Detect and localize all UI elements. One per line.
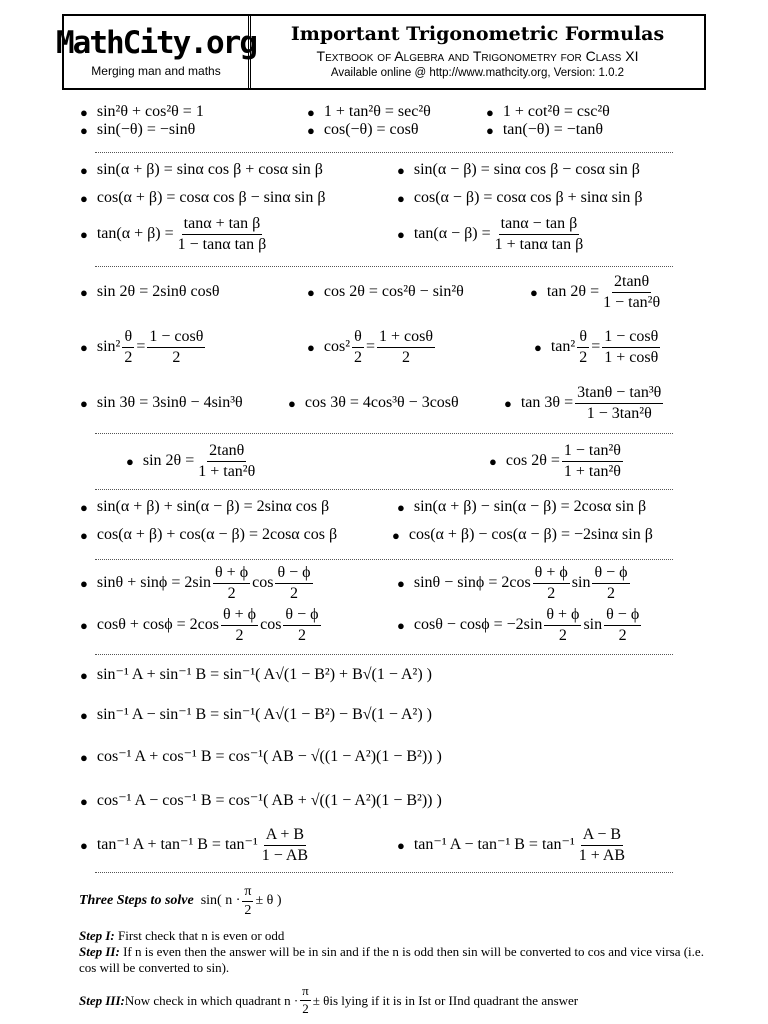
formula-item: ● tan⁻¹ A + tan⁻¹ B = tan⁻¹ $\frac{A + B}{1 - AB}$ [80, 825, 309, 864]
formula-item: ● 1 + tan²θ = sec²θ [307, 103, 431, 120]
step-1: Step I: First check that n is even or odd [79, 928, 285, 943]
dotted-separator [95, 872, 673, 873]
formula-item: ● tan⁻¹ A − tan⁻¹ B = tan⁻¹ $\frac{A - B}{1 + AB}$ [397, 825, 626, 864]
dotted-separator [95, 433, 673, 434]
dotted-separator [95, 654, 673, 655]
dotted-separator [95, 559, 673, 560]
formula-item: ● tan(α + β) = $\frac{\text{tanα + tan β}}{\text{1 − tanα tan β}}$ [80, 214, 267, 253]
title-box [251, 16, 704, 88]
site-tagline: Merging man and maths [91, 64, 221, 78]
formula-item: ● sinθ + sinϕ = 2sin $\frac{\theta + \phi}{2}$ cos $\frac{\theta - \phi}{2}$ [80, 563, 311, 602]
formula-item: ● tan 2θ = $\frac{2\tan\theta}{\text{1 − tan²θ}}$ [530, 272, 661, 311]
step-3: Step III: Now check in which quadrant n · $\frac{\pi}{2}$ ± θ is lying if it is in Ist or IInd quadrant the answer [79, 983, 579, 1016]
document-subtitle: Textbook of Algebra and Trigonometry for Class XI [316, 48, 639, 64]
formula-item: ● sin² $\frac{\theta}{2}$ = $\frac{1 - \cos\theta}{2}$ [80, 327, 204, 366]
formula-item: ● cos 3θ = 4cos³θ − 3cosθ [288, 394, 459, 411]
formula-item: ● sin(α − β) = sinα cos β − cosα sin β [397, 161, 640, 178]
formula-item: ● cos(α − β) = cosα cos β + sinα sin β [397, 189, 643, 206]
formula-item: ● cos² $\frac{\theta}{2}$ = $\frac{1 + \cos\theta}{2}$ [307, 327, 434, 366]
availability-note: Available online @ http://www.mathcity.org, Version: 1.0.2 [330, 67, 625, 79]
dotted-separator [95, 489, 673, 490]
formula-item: ● cos(α + β) − cos(α − β) = −2sinα sin β [392, 526, 653, 543]
steps-heading: Three Steps to solve sin( n · $\frac{\pi}{2}$ ± θ ) [79, 884, 282, 918]
formula-item: ● sin(−θ) = −sinθ [80, 121, 196, 138]
dotted-separator [95, 266, 673, 267]
formula-item: ● cosθ − cosϕ = −2sin $\frac{\theta + \phi}{2}$ sin $\frac{\theta - \phi}{2}$ [397, 605, 640, 644]
formula-item: ● cos 2θ = $\frac{\text{1 − tan²θ}}{\text{1 + tan²θ}}$ [489, 441, 621, 480]
document-title: Important Trigonometric Formulas [290, 23, 665, 45]
logo-box [56, 16, 256, 88]
formula-item: ● tan(α − β) = $\frac{\text{tanα − tan β}}{\text{1 + tanα tan β}}$ [397, 214, 584, 253]
formula-item: ● sin 2θ = 2sinθ cosθ [80, 283, 220, 300]
step-2: Step II: If n is even then the answer will be in sin and if the n is odd then sin will be converted to cos and vice virsa (i.e. cos will be converted to sin). [79, 944, 704, 975]
formula-item: ● tan 3θ = $\frac{\text{3tanθ − tan³θ}}{\text{1 − 3tan²θ}}$ [504, 383, 662, 422]
formula-item: ● sin⁻¹ A + sin⁻¹ B = sin⁻¹( A√(1 − B²) + B√(1 − A²) ) [80, 666, 432, 683]
formula-item: ● sin⁻¹ A − sin⁻¹ B = sin⁻¹( A√(1 − B²) − B√(1 − A²) ) [80, 706, 432, 723]
formula-item: ● tan² $\frac{\theta}{2}$ = $\frac{1 - \cos\theta}{1 + \cos\theta}$ [534, 327, 659, 366]
formula-item: ● cos⁻¹ A − cos⁻¹ B = cos⁻¹( AB + √((1 − A²)(1 − B²)) ) [80, 792, 442, 809]
formula-item: ● cosθ + cosϕ = 2cos $\frac{\theta + \phi}{2}$ cos $\frac{\theta - \phi}{2}$ [80, 605, 319, 644]
formula-item: ● cos 2θ = cos²θ − sin²θ [307, 283, 464, 300]
formula-item: ● sin(α + β) = sinα cos β + cosα sin β [80, 161, 323, 178]
dotted-separator [95, 152, 673, 153]
formula-item: ● sin(α + β) + sin(α − β) = 2sinα cos β [80, 498, 330, 515]
formula-item: ● sin²θ + cos²θ = 1 [80, 103, 204, 120]
site-logo: MathCity.org [56, 25, 256, 61]
formula-item: ● tan(−θ) = −tanθ [486, 121, 604, 138]
formula-item: ● cos(α + β) = cosα cos β − sinα sin β [80, 189, 326, 206]
formula-item: ● sin 2θ = $\frac{2\tan\theta}{\text{1 + tan²θ}}$ [126, 441, 256, 480]
formula-item: ● sin 3θ = 3sinθ − 4sin³θ [80, 394, 243, 411]
formula-item: ● cos(−θ) = cosθ [307, 121, 419, 138]
formula-item: ● cos⁻¹ A + cos⁻¹ B = cos⁻¹( AB − √((1 − A²)(1 − B²)) ) [80, 748, 442, 765]
document-header [56, 14, 706, 90]
formula-item: ● cos(α + β) + cos(α − β) = 2cosα cos β [80, 526, 338, 543]
formula-item: ● sinθ − sinϕ = 2cos $\frac{\theta + \phi}{2}$ sin $\frac{\theta - \phi}{2}$ [397, 563, 628, 602]
formula-item: ● 1 + cot²θ = csc²θ [486, 103, 610, 120]
formula-item: ● sin(α + β) − sin(α − β) = 2cosα sin β [397, 498, 647, 515]
